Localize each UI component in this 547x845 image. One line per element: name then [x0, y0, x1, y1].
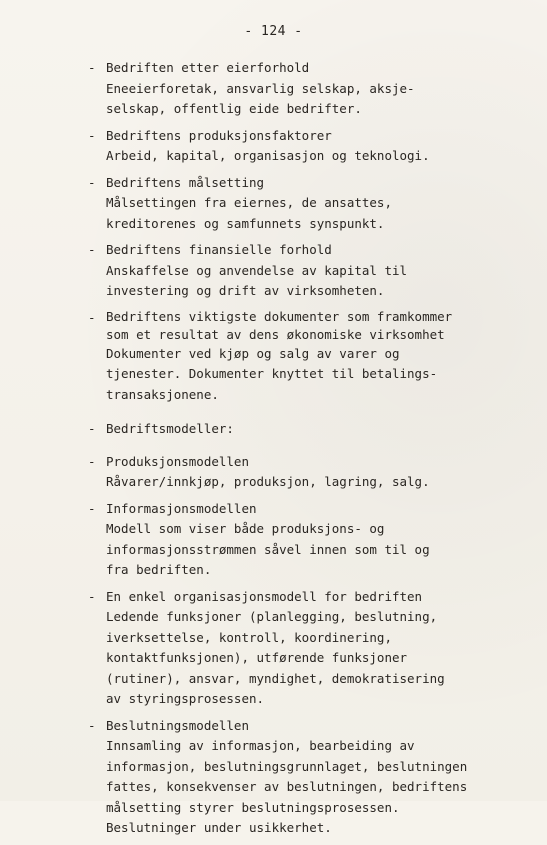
- list-item: [88, 240, 538, 302]
- page-number: - 124 -: [244, 24, 303, 39]
- entry-heading: Informasjonsmodellen: [106, 500, 257, 516]
- entry-text: Beslutninger under usikkerhet.: [106, 820, 332, 835]
- entry-text: informasjonsstrømmen såvel innen som til og: [106, 541, 430, 557]
- entry-heading: Beslutningsmodellen: [106, 717, 249, 733]
- entry-text: transaksjonene.: [106, 386, 219, 402]
- entry-text: Arbeid, kapital, organisasjon og teknologi.: [106, 148, 430, 163]
- entry-text: målsetting styrer beslutningsprosessen.: [106, 799, 400, 815]
- entry-heading: Bedriftens viktigste dokumenter som framkommer: [106, 308, 453, 324]
- bullet-dash: -: [88, 60, 96, 75]
- entry-text: av styringsprosessen.: [106, 691, 265, 706]
- bullet-dash: -: [88, 500, 96, 516]
- entry-text: tjenester. Dokumenter knyttet til betalings-: [106, 366, 438, 381]
- entry-text: Ledende funksjoner (planlegging, beslutning,: [106, 609, 438, 624]
- entry-text: kontaktfunksjonen), utførende funksjoner: [106, 650, 408, 665]
- entry-text: Innsamling av informasjon, bearbeiding av: [106, 738, 415, 753]
- entry-text: selskap, offentlig eide bedrifter.: [106, 101, 362, 116]
- entry-heading: Produksjonsmodellen: [106, 453, 249, 469]
- list-item: [88, 716, 538, 839]
- list-item: [88, 126, 538, 167]
- entry-text: kreditorenes og samfunnets synspunkt.: [106, 215, 385, 231]
- entry-heading: Bedriftens målsetting: [106, 174, 265, 190]
- entry-heading: Bedriften etter eierforhold: [106, 60, 310, 75]
- entry-text: Modell som viser både produksjons- og: [106, 521, 385, 536]
- topic-list: [88, 58, 538, 845]
- bullet-dash: -: [88, 127, 96, 143]
- entry-heading: Bedriftsmodeller:: [106, 421, 234, 436]
- list-item: [88, 587, 538, 710]
- entry-text: Dokumenter ved kjøp og salg av varer og: [106, 345, 400, 361]
- list-item: [88, 499, 538, 581]
- entry-text: Anskaffelse og anvendelse av kapital til: [106, 262, 408, 278]
- list-item: [88, 452, 538, 493]
- entry-text: Eneeierforetak, ansvarlig selskap, aksje-: [106, 80, 415, 96]
- bullet-dash: -: [88, 588, 96, 604]
- list-item: [88, 58, 538, 120]
- entry-text: Råvarer/innkjøp, produksjon, lagring, salg.: [106, 474, 430, 489]
- entry-heading: Bedriftens produksjonsfaktorer: [106, 127, 332, 143]
- list-item: [88, 173, 538, 235]
- list-item: [88, 308, 538, 406]
- entry-text: informasjon, beslutningsgrunnlaget, beslutningen: [106, 758, 468, 774]
- entry-heading: som et resultat av dens økonomiske virksomhet: [106, 326, 445, 342]
- entry-heading: Bedriftens finansielle forhold: [106, 242, 332, 257]
- entry-text: fattes, konsekvenser av beslutningen, bedriftens: [106, 779, 468, 794]
- entry-heading: En enkel organisasjonsmodell for bedriften: [106, 588, 423, 604]
- bullet-dash: -: [88, 453, 96, 469]
- entry-text: fra bedriften.: [106, 562, 212, 577]
- bullet-dash: -: [88, 717, 96, 733]
- bullet-dash: -: [88, 309, 96, 325]
- bullet-dash: -: [88, 421, 96, 436]
- entry-text: iverksettelse, kontroll, koordinering,: [106, 629, 392, 645]
- entry-text: Målsettingen fra eiernes, de ansattes,: [106, 195, 392, 210]
- entry-text: (rutiner), ansvar, myndighet, demokratisering: [106, 670, 445, 686]
- list-item: [88, 419, 538, 440]
- entry-text: investering og drift av virksomheten.: [106, 283, 385, 298]
- bullet-dash: -: [88, 174, 96, 190]
- bullet-dash: -: [88, 242, 96, 257]
